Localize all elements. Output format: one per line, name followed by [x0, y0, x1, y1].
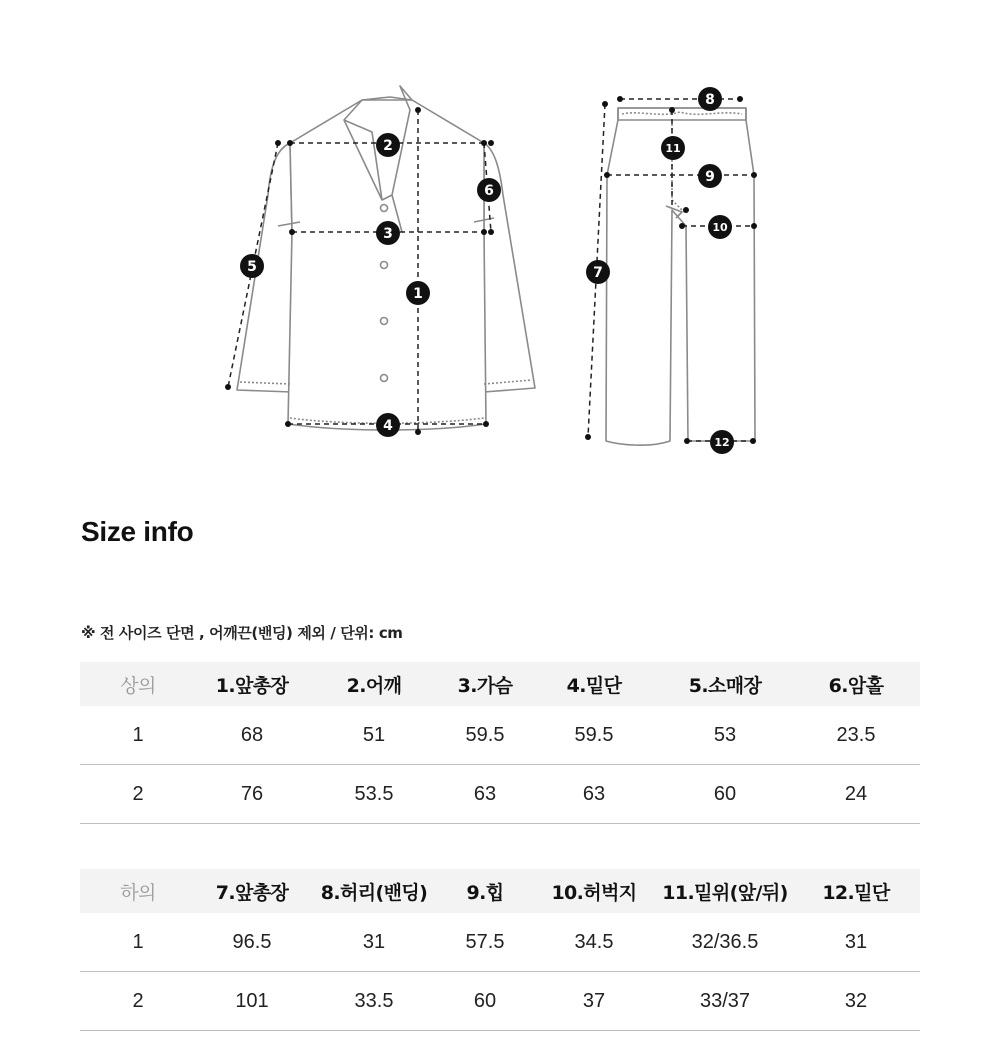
header-category: 하의 [80, 869, 196, 913]
header-cell: 12.밑단 [792, 869, 920, 913]
header-cell: 3.가슴 [440, 662, 530, 706]
bottom-size-table [80, 869, 920, 1031]
marker-4 [376, 413, 400, 437]
measurement-note: ※ 전 사이즈 단면 , 어깨끈(밴딩) 제외 / 단위: cm [81, 624, 403, 642]
value-cell: 31 [844, 930, 868, 953]
table-row [80, 706, 920, 765]
value-cell: 60 [713, 782, 737, 805]
value-cell: 59.5 [574, 723, 614, 746]
svg-text:7: 7 [593, 265, 603, 281]
value-cell: 59.5 [465, 723, 505, 746]
header-cell: 11.밑위(앞/뒤) [658, 869, 792, 913]
marker-8 [698, 87, 722, 111]
value-cell: 23.5 [836, 723, 876, 746]
header-cell: 8.허리(밴딩) [308, 869, 440, 913]
header-category: 상의 [80, 662, 196, 706]
top-size-table [80, 662, 920, 824]
svg-text:5: 5 [247, 259, 257, 275]
header-cell: 5.소매장 [658, 662, 792, 706]
value-cell: 96.5 [232, 930, 272, 953]
table-row [80, 972, 920, 1031]
header-cell: 1.앞총장 [196, 662, 308, 706]
svg-text:12: 12 [714, 436, 730, 449]
header-cell: 9.힙 [440, 869, 530, 913]
svg-text:6: 6 [484, 183, 494, 199]
value-cell: 32 [844, 989, 868, 1012]
marker-5 [240, 254, 264, 278]
table-row [80, 765, 920, 824]
header-cell: 10.허벅지 [530, 869, 658, 913]
value-cell: 60 [473, 989, 497, 1012]
value-cell: 34.5 [574, 930, 614, 953]
svg-text:3: 3 [383, 226, 393, 242]
table-header-row [80, 662, 920, 706]
value-cell: 37 [582, 989, 606, 1012]
value-cell: 68 [240, 723, 264, 746]
svg-text:10: 10 [712, 221, 728, 234]
marker-2 [376, 133, 400, 157]
value-cell: 33.5 [354, 989, 394, 1012]
measurement-diagram [0, 0, 1000, 470]
svg-text:8: 8 [705, 92, 715, 108]
header-cell: 7.앞총장 [196, 869, 308, 913]
value-cell: 53 [713, 723, 737, 746]
value-cell: 63 [473, 782, 497, 805]
value-cell: 57.5 [465, 930, 505, 953]
marker-11 [661, 136, 685, 160]
pants-illustration [606, 108, 755, 445]
size-cell: 1 [132, 930, 144, 953]
marker-9 [698, 164, 722, 188]
svg-text:2: 2 [383, 138, 393, 154]
marker-12 [710, 430, 734, 454]
marker-7 [586, 260, 610, 284]
svg-text:9: 9 [705, 169, 715, 185]
marker-3 [376, 221, 400, 245]
svg-text:1: 1 [413, 286, 423, 302]
header-cell: 2.어깨 [308, 662, 440, 706]
value-cell: 63 [582, 782, 606, 805]
table-header-row [80, 869, 920, 913]
value-cell: 53.5 [354, 782, 394, 805]
value-cell: 32/36.5 [691, 930, 759, 953]
value-cell: 101 [235, 989, 269, 1012]
svg-text:11: 11 [665, 142, 681, 155]
size-cell: 2 [132, 782, 144, 805]
marker-6 [477, 178, 501, 202]
marker-10 [708, 215, 732, 239]
svg-text:4: 4 [383, 418, 393, 434]
size-cell: 2 [132, 989, 144, 1012]
value-cell: 24 [844, 782, 868, 805]
value-cell: 51 [362, 723, 386, 746]
marker-1 [406, 281, 430, 305]
table-row [80, 913, 920, 972]
value-cell: 76 [240, 782, 264, 805]
header-cell: 4.밑단 [530, 662, 658, 706]
value-cell: 33/37 [699, 989, 751, 1012]
value-cell: 31 [362, 930, 386, 953]
size-cell: 1 [132, 723, 144, 746]
header-cell: 6.암홀 [792, 662, 920, 706]
page-title: Size info [81, 516, 194, 547]
